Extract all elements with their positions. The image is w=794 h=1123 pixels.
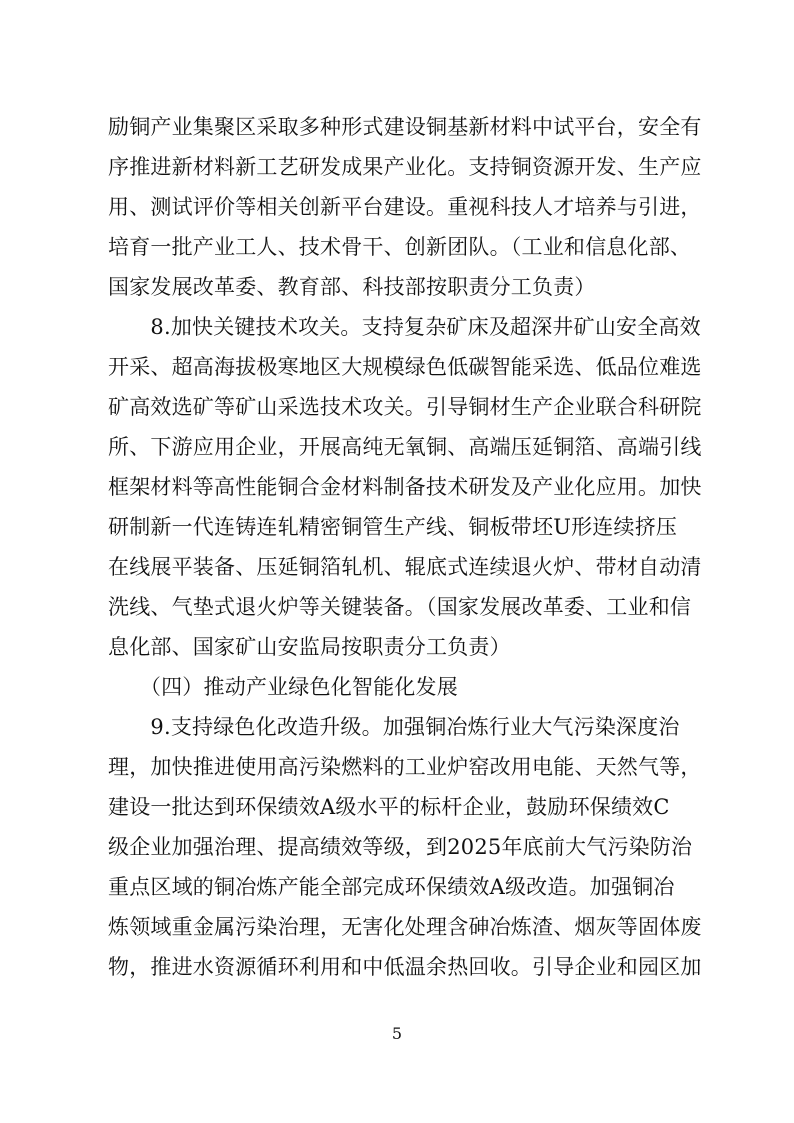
text-line: 重点区域的铜冶炼产能全部完成环保绩效A级改造。加强铜冶 <box>108 875 675 899</box>
text-line: 开采、超高海拔极寒地区大规模绿色低碳智能采选、低品位难选 <box>108 355 702 379</box>
text-line: 物，推进水资源循环利用和中低温余热回收。引导企业和园区加 <box>108 955 702 979</box>
text-line: 9.支持绿色化改造升级。加强铜冶炼行业大气污染深度治 <box>108 715 680 739</box>
text-line: 8.加快关键技术攻关。支持复杂矿床及超深井矿山安全高效 <box>108 315 701 339</box>
text-line: 矿高效选矿等矿山采选技术攻关。引导铜材生产企业联合科研院 <box>108 395 702 419</box>
text-line: 级企业加强治理、提高绩效等级，到2025年底前大气污染防治 <box>108 835 693 859</box>
text-line: 励铜产业集聚区采取多种形式建设铜基新材料中试平台，安全有 <box>108 115 702 139</box>
text-line: 用、测试评价等相关创新平台建设。重视科技人才培养与引进， <box>108 195 702 219</box>
section-heading: （四）推动产业绿色化智能化发展 <box>108 675 458 699</box>
text-line: 培育一批产业工人、技术骨干、创新团队。（工业和信息化部、 <box>108 235 692 259</box>
text-line: 序推进新材料新工艺研发成果产业化。支持铜资源开发、生产应 <box>108 155 702 179</box>
text-line: 国家发展改革委、教育部、科技部按职责分工负责） <box>108 275 596 299</box>
text-line: 炼领域重金属污染治理，无害化处理含砷冶炼渣、烟灰等固体废 <box>108 915 702 939</box>
text-line: 在线展平装备、压延铜箔轧机、辊底式连续退火炉、带材自动清 <box>108 555 702 579</box>
text-line: 洗线、气垫式退火炉等关键装备。（国家发展改革委、工业和信 <box>108 595 692 619</box>
page-number: 5 <box>391 1024 403 1043</box>
text-line: 框架材料等高性能铜合金材料制备技术研发及产业化应用。加快 <box>108 475 702 499</box>
text-line: 理，加快推进使用高污染燃料的工业炉窑改用电能、天然气等， <box>108 755 702 779</box>
text-line: 所、下游应用企业，开展高纯无氧铜、高端压延铜箔、高端引线 <box>108 435 702 459</box>
text-line: 研制新一代连铸连轧精密铜管生产线、铜板带坯U形连续挤压 <box>108 515 678 539</box>
text-line: 息化部、国家矿山安监局按职责分工负责） <box>108 635 511 659</box>
text-line: 建设一批达到环保绩效A级水平的标杆企业，鼓励环保绩效C <box>108 795 670 819</box>
